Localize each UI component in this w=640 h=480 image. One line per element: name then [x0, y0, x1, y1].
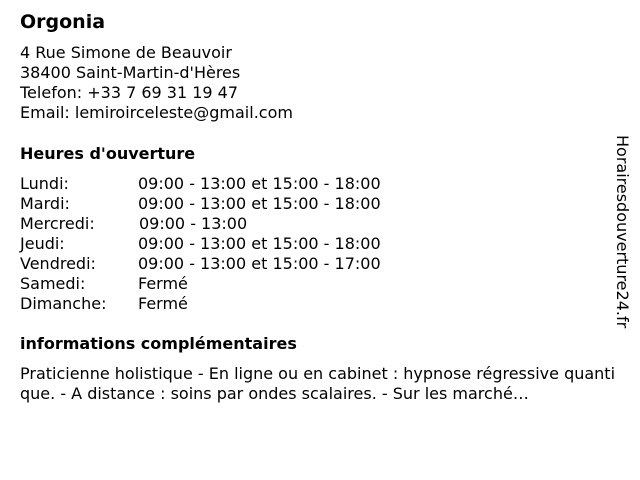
phone-number: Telefon: +33 7 69 31 19 47	[20, 83, 239, 102]
day-label: Vendredi:	[20, 254, 96, 273]
day-hours: Fermé	[138, 294, 188, 313]
business-name: Orgonia	[20, 11, 106, 33]
day-label: Mercredi:	[20, 214, 95, 233]
day-label: Jeudi:	[20, 234, 65, 253]
day-label: Mardi:	[20, 194, 70, 213]
day-label: Lundi:	[20, 174, 69, 193]
day-hours: 09:00 - 13:00 et 15:00 - 18:00	[138, 174, 381, 193]
day-hours: 09:00 - 13:00	[139, 214, 248, 233]
day-hours: Fermé	[138, 274, 188, 293]
day-hours: 09:00 - 13:00 et 15:00 - 17:00	[138, 254, 381, 273]
address-street: 4 Rue Simone de Beauvoir	[20, 43, 232, 62]
site-watermark: Horairesdouverture24.fr	[613, 135, 632, 329]
opening-hours-heading: Heures d'ouverture	[20, 144, 196, 163]
additional-info-text: Praticienne holistique - En ligne ou en cabinet : hypnose régressive quantique. - A distance : soins par ondes scalaires. - Sur les marché…	[20, 364, 616, 403]
day-label: Dimanche:	[20, 294, 107, 313]
day-label: Samedi:	[20, 274, 86, 293]
day-hours: 09:00 - 13:00 et 15:00 - 18:00	[138, 194, 381, 213]
address-city: 38400 Saint-Martin-d'Hères	[20, 63, 241, 82]
day-hours: 09:00 - 13:00 et 15:00 - 18:00	[138, 234, 381, 253]
additional-info-heading: informations complémentaires	[20, 334, 297, 353]
email-address: Email: lemiroirceleste@gmail.com	[20, 103, 293, 122]
